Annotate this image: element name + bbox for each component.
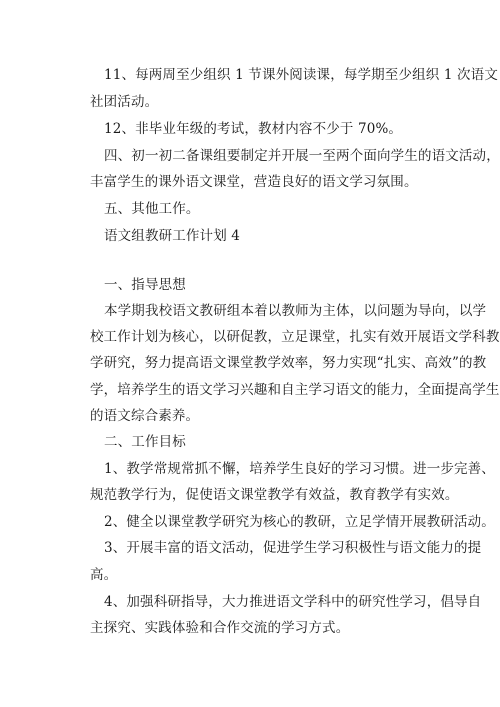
goal-item-4-continued: 主探究、实践体验和合作交流的学习方式。 (90, 620, 350, 636)
guiding-ideology-paragraph: 本学期我校语文教研组本着以教师为主体，以问题为导向，以学 (104, 303, 487, 319)
section-heading-work-goals: 二、工作目标 (104, 434, 186, 450)
guiding-ideology-paragraph-line-4: 学，培养学生的语文学习兴趣和自主学习语文的能力，全面提高学生 (90, 382, 500, 398)
guiding-ideology-paragraph-line-5: 的语文综合素养。 (90, 408, 200, 424)
section-four-paragraph: 四、初一初二备课组要制定并开展一至两个面向学生的语文活动， (104, 148, 500, 164)
goal-item-4: 4、加强科研指导，大力推进语文学科中的研究性学习，倡导自 (104, 594, 482, 610)
goal-item-1-continued: 规范教学行为，促使语文课堂教学有效益，教育教学有实效。 (90, 487, 459, 503)
guiding-ideology-paragraph-line-3: 学研究，努力提高语文课堂教学效率，努力实现“扎实、高效”的教 (90, 355, 487, 371)
list-item-11: 11、每两周至少组织 1 节课外阅读课，每学期至少组织 1 次语文 (104, 67, 498, 83)
section-four-paragraph-continued: 丰富学生的课外语文课堂，营造良好的语文学习氛围。 (90, 174, 418, 190)
guiding-ideology-paragraph-line-2: 校工作计划为核心，以研促教，立足课堂，扎实有效开展语文学科教 (90, 329, 500, 345)
section-five-heading: 五、其他工作。 (104, 201, 200, 217)
document-title: 语文组教研工作计划 4 (104, 228, 241, 244)
list-item-12: 12、非毕业年级的考试，教材内容不少于 70%。 (104, 121, 403, 137)
goal-item-3-continued: 高。 (90, 567, 118, 583)
section-heading-guiding-ideology: 一、指导思想 (104, 277, 186, 293)
list-item-11-continued: 社团活动。 (90, 94, 159, 110)
goal-item-3: 3、开展丰富的语文活动，促进学生学习积极性与语文能力的提 (104, 540, 482, 556)
goal-item-2: 2、健全以课堂教学研究为核心的教研，立足学情开展教研活动。 (104, 514, 495, 530)
goal-item-1: 1、教学常规常抓不懈，培养学生良好的学习习惯。进一步完善、 (104, 461, 495, 477)
